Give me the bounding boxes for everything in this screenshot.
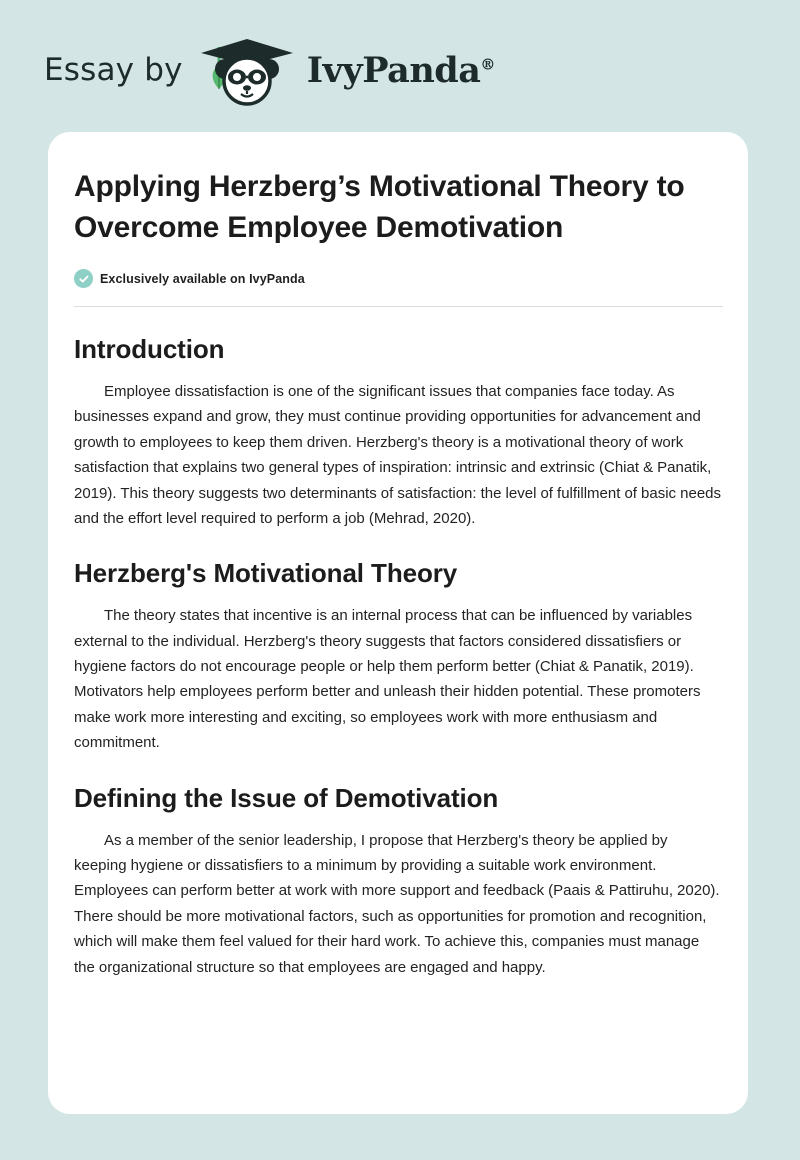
ivypanda-wordmark-text: IvyPanda	[306, 49, 481, 91]
title-divider	[74, 306, 723, 307]
brand-header	[44, 30, 495, 110]
section-paragraph-introduction: Employee dissatisfaction is one of the significant issues that companies face today. As businesses expand and grow, they must continue providing opportunities for advancement and growth to employees to keep them driven. Herzberg's theory is a motivational theory of work satisfaction that explains two general types of inspiration: intrinsic and extrinsic (Chiat & Panatik, 2019). This theory suggests two determinants of satisfaction: the level of fulfillment of basic needs and the effort level required to perform a job (Mehrad, 2020).	[74, 382, 721, 527]
section-heading-defining-the-issue-of-demotivation: Defining the Issue of Demotivation	[74, 782, 499, 813]
essay-section	[74, 784, 722, 980]
essay-section	[74, 335, 722, 531]
page-title: Applying Herzberg’s Motivational Theory to Overcome Employee Demotivation	[74, 170, 685, 244]
ivypanda-logo-icon	[193, 33, 301, 107]
section-heading-introduction: Introduction	[74, 334, 225, 364]
section-heading-herzbergs-motivational-theory: Herzberg's Motivational Theory	[74, 558, 458, 589]
section-paragraph-defining-the-issue-of-demotivation: As a member of the senior leadership, I propose that Herzberg's theory be applied by keeping hygiene or dissatisfiers to a minimum by providing a suitable work environment. Employees can perform better at work with more support and feedback (Paais & Pattiruhu, 2020). There should be more motivational factors, such as opportunities for promotion and recognition, which will make them feel valued for their hard work. To achieve this, companies must manage the organizational structure so that employees are engaged and happy.	[74, 831, 720, 976]
essay-card	[48, 132, 748, 1114]
status-badge	[74, 269, 722, 288]
ivypanda-wordmark	[306, 49, 495, 91]
check-circle-icon	[74, 269, 93, 288]
section-paragraph-herzbergs-motivational-theory: The theory states that incentive is an internal process that can be influenced by variables external to the individual. Herzberg's theory suggests that factors considered dissatisfiers or hygiene factors do not encourage people or help them perform better (Chiat & Panatik, 2019). Motivators help employees perform better and unleash their hidden potential. These promoters make work more interesting and exciting, so employees work with more enthusiasm and commitment.	[74, 607, 701, 752]
essay-by-label: Essay by	[44, 51, 183, 88]
status-badge-label: Exclusively available on IvyPanda	[100, 271, 305, 286]
essay-section	[74, 559, 722, 755]
registered-trademark-icon: ®	[480, 54, 495, 73]
